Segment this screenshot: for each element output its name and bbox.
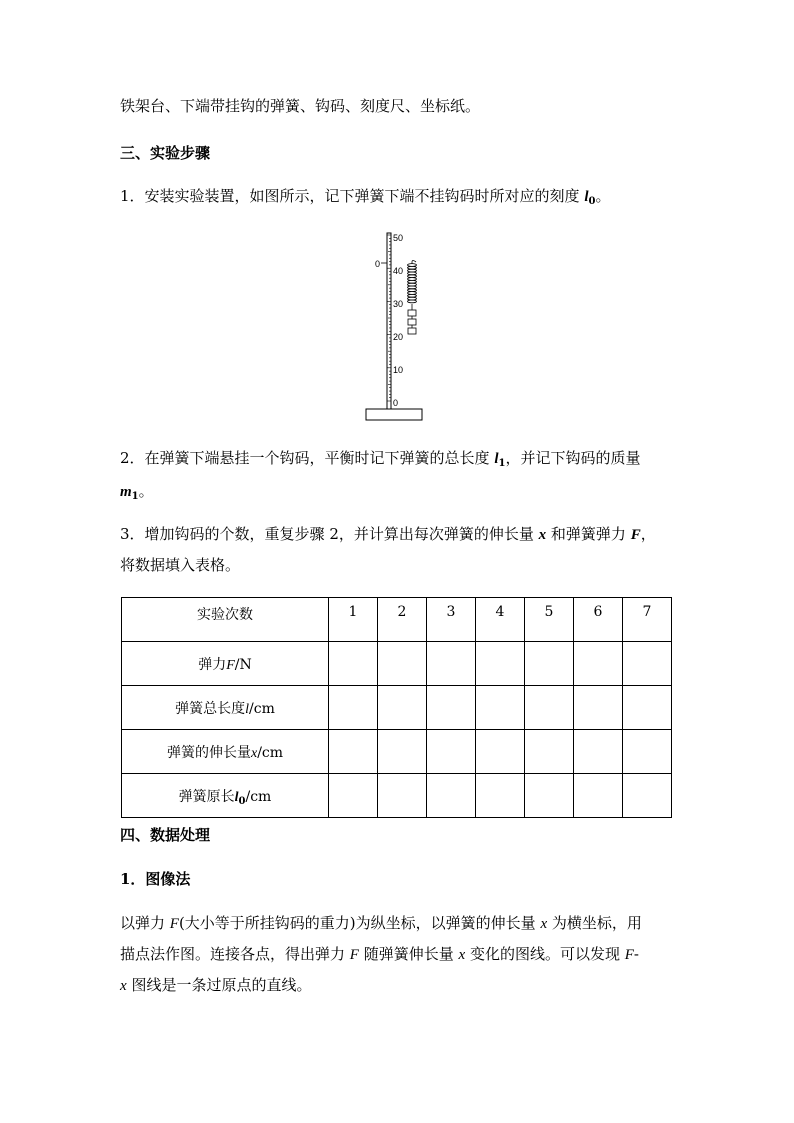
table-cell[interactable] bbox=[574, 642, 623, 686]
para-2x: x bbox=[458, 947, 466, 963]
table-header-cell bbox=[427, 598, 476, 642]
step-3-f: F bbox=[630, 527, 641, 543]
row-post: /cm bbox=[257, 745, 284, 761]
step-3-a: 3．增加钩码的个数，重复步骤 2，并计算出每次弹簧的伸长量 bbox=[120, 525, 539, 543]
para-1a: 以弹力 bbox=[120, 914, 170, 932]
row-pre: 弹力 bbox=[198, 657, 227, 673]
table-cell[interactable] bbox=[623, 774, 672, 818]
spring-coil bbox=[408, 266, 417, 269]
table-cell[interactable] bbox=[329, 686, 378, 730]
row-post: /N bbox=[234, 657, 252, 673]
table-cell[interactable] bbox=[574, 730, 623, 774]
para-2c: 变化的图线。可以发现 bbox=[465, 945, 625, 963]
row-sub: 0 bbox=[238, 796, 246, 807]
subsection-1-title: 1．图像法 bbox=[120, 870, 191, 888]
step-3-x: x bbox=[538, 527, 547, 543]
row-pre: 弹簧原长 bbox=[178, 789, 235, 805]
header-label-text: 实验次数 bbox=[197, 607, 253, 623]
step-2-line-2 bbox=[120, 481, 154, 502]
table-cell[interactable] bbox=[476, 642, 525, 686]
col-3: 3 bbox=[446, 604, 456, 620]
table-cell[interactable] bbox=[574, 686, 623, 730]
row-label-text bbox=[175, 692, 275, 718]
ruler-label-30: 30 bbox=[393, 299, 404, 309]
step-2-line-1 bbox=[120, 448, 640, 469]
table-cell[interactable] bbox=[476, 730, 525, 774]
table-cell[interactable] bbox=[427, 774, 476, 818]
table-cell[interactable] bbox=[329, 730, 378, 774]
table-cell[interactable] bbox=[476, 686, 525, 730]
row-label-length bbox=[122, 686, 329, 730]
col-1: 1 bbox=[348, 604, 358, 620]
row-label-text bbox=[179, 780, 272, 806]
table-cell[interactable] bbox=[623, 642, 672, 686]
table-cell[interactable] bbox=[427, 686, 476, 730]
ruler-label-10: 10 bbox=[393, 365, 404, 375]
table-row bbox=[122, 642, 672, 686]
spring-coil bbox=[408, 294, 417, 297]
para-3c: 图线是一条过原点的直线。 bbox=[126, 976, 312, 994]
row-pre: 弹簧的伸长量 bbox=[166, 745, 251, 761]
table-cell[interactable] bbox=[427, 730, 476, 774]
spring-coil bbox=[408, 272, 417, 275]
spring-coil bbox=[408, 264, 417, 267]
step-1-prefix: 1．安装实验装置，如图所示，记下弹簧下端不挂钩码时所对应的刻度 bbox=[120, 187, 585, 205]
ruler bbox=[387, 233, 391, 409]
row-label-force bbox=[122, 642, 329, 686]
table-row bbox=[122, 686, 672, 730]
spring-coil bbox=[408, 278, 417, 281]
row-var: l bbox=[245, 702, 250, 717]
step-2-sub: 1 bbox=[498, 458, 506, 469]
row-label-text bbox=[198, 648, 252, 674]
step-1-var: l bbox=[584, 189, 589, 205]
para-line-2 bbox=[120, 944, 639, 965]
col-7: 7 bbox=[642, 604, 652, 620]
spring-coil bbox=[408, 286, 417, 289]
row-var: x bbox=[250, 746, 258, 761]
para-1b: (大小等于所挂钩码的重力)为纵坐标，以弹簧的伸长量 bbox=[178, 914, 541, 932]
step-3-b: 和弹簧弹力 bbox=[546, 525, 631, 543]
table-cell[interactable] bbox=[378, 686, 427, 730]
table-header-cell bbox=[623, 598, 672, 642]
table-cell[interactable] bbox=[378, 642, 427, 686]
para-line-3 bbox=[120, 975, 311, 996]
step-3-line-2: 将数据填入表格。 bbox=[120, 556, 241, 574]
table-cell[interactable] bbox=[329, 642, 378, 686]
row-post: /cm bbox=[245, 789, 272, 805]
ruler-label-0: 0 bbox=[393, 398, 399, 408]
spring-coil bbox=[408, 280, 417, 283]
spring-ruler-figure bbox=[360, 225, 440, 425]
table-cell[interactable] bbox=[427, 642, 476, 686]
data-table bbox=[121, 597, 672, 818]
para-1f: F bbox=[169, 916, 179, 932]
para-2a: 描点法作图。连接各点，得出弹力 bbox=[120, 945, 350, 963]
row-label-text bbox=[167, 736, 283, 762]
table-header-cell bbox=[574, 598, 623, 642]
section-4-title: 四、数据处理 bbox=[120, 826, 211, 844]
step-1-sub: 0 bbox=[588, 196, 596, 207]
step-3-c: ， bbox=[640, 525, 656, 543]
row-pre: 弹簧总长度 bbox=[175, 701, 246, 717]
table-cell[interactable] bbox=[623, 730, 672, 774]
spring bbox=[408, 261, 417, 303]
para-line-1 bbox=[120, 913, 642, 934]
row-var: l bbox=[234, 790, 239, 805]
pointer-label: 0 bbox=[375, 259, 381, 269]
para-2dash: - bbox=[633, 945, 639, 963]
step-1-suffix: 。 bbox=[595, 187, 611, 205]
materials-line: 铁架台、下端带挂钩的弹簧、钩码、刻度尺、坐标纸。 bbox=[120, 97, 481, 115]
table-header-row bbox=[122, 598, 672, 642]
step-3-line-1 bbox=[120, 524, 656, 545]
spring-coil bbox=[408, 269, 417, 272]
spring-coil bbox=[408, 289, 417, 292]
row-post: /cm bbox=[249, 701, 275, 717]
table-cell[interactable] bbox=[329, 774, 378, 818]
para-2fx: F bbox=[624, 947, 634, 963]
para-2b: 随弹簧伸长量 bbox=[358, 945, 459, 963]
step-2-mass-suffix: 。 bbox=[138, 482, 154, 500]
table-cell[interactable] bbox=[378, 774, 427, 818]
col-5: 5 bbox=[544, 604, 554, 620]
table-row bbox=[122, 774, 672, 818]
step-2-var: l bbox=[494, 451, 499, 467]
step-1-text bbox=[120, 186, 610, 207]
row-label-original-length bbox=[122, 774, 329, 818]
spring-coil bbox=[408, 292, 417, 295]
spring-coil bbox=[408, 297, 417, 300]
spring-coil bbox=[408, 300, 417, 303]
row-var: F bbox=[226, 658, 235, 673]
table-cell[interactable] bbox=[525, 642, 574, 686]
table-header-label bbox=[122, 598, 329, 642]
col-4: 4 bbox=[495, 604, 505, 620]
para-1x: x bbox=[540, 916, 548, 932]
table-cell[interactable] bbox=[623, 686, 672, 730]
table-header-cell bbox=[378, 598, 427, 642]
col-6: 6 bbox=[593, 604, 603, 620]
table-header-cell bbox=[329, 598, 378, 642]
para-1c: 为横坐标，用 bbox=[547, 914, 642, 932]
table-row bbox=[122, 730, 672, 774]
table-cell[interactable] bbox=[525, 686, 574, 730]
table-cell[interactable] bbox=[525, 730, 574, 774]
hook-weights bbox=[408, 304, 416, 334]
step-2-prefix: 2．在弹簧下端悬挂一个钩码，平衡时记下弹簧的总长度 bbox=[120, 449, 495, 467]
ruler-label-40: 40 bbox=[393, 266, 404, 276]
ruler-label-20: 20 bbox=[393, 332, 404, 342]
step-2-mass-sub: 1 bbox=[131, 491, 139, 502]
table-cell[interactable] bbox=[378, 730, 427, 774]
para-3x: x bbox=[120, 978, 127, 994]
col-2: 2 bbox=[397, 604, 407, 620]
ruler-label-50: 50 bbox=[393, 233, 404, 243]
table-header-cell bbox=[476, 598, 525, 642]
row-label-extension bbox=[122, 730, 329, 774]
spring-coil bbox=[408, 275, 417, 278]
spring-coil bbox=[408, 283, 417, 286]
table-cell[interactable] bbox=[476, 774, 525, 818]
section-3-title: 三、实验步骤 bbox=[120, 144, 211, 162]
step-2-suffix: ，并记下钩码的质量 bbox=[505, 449, 641, 467]
table-cell[interactable] bbox=[525, 774, 574, 818]
para-2f: F bbox=[349, 947, 359, 963]
step-2-mass-var: m bbox=[120, 484, 132, 500]
table-header-cell bbox=[525, 598, 574, 642]
table-cell[interactable] bbox=[574, 774, 623, 818]
